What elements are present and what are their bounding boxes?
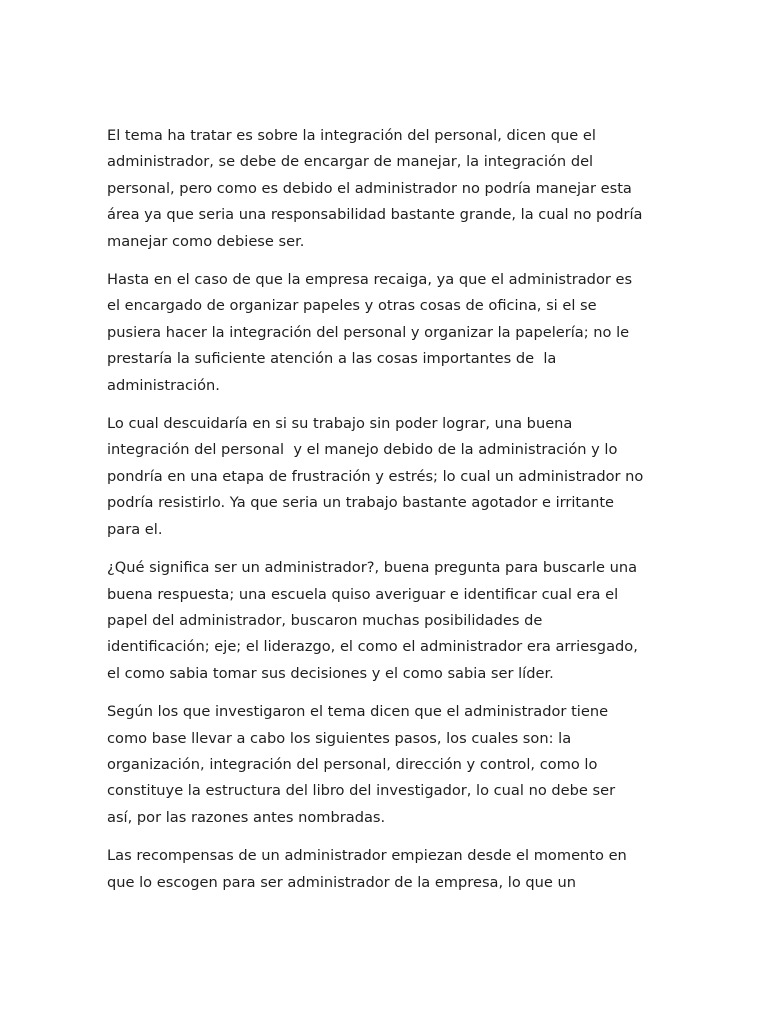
text-line: podría resistirlo. Ya que seria un trabajo bastante agotador e irritante bbox=[107, 494, 615, 512]
text-line: el encargado de organizar papeles y otras cosas de oficina, si el se bbox=[107, 297, 597, 315]
document-body bbox=[107, 123, 669, 908]
text-line: pondría en una etapa de frustración y estrés; lo cual un administrador no bbox=[107, 467, 644, 485]
paragraph-4 bbox=[107, 555, 669, 687]
text-line: organización, integración del personal, dirección y control, como lo bbox=[107, 755, 598, 773]
text-line: administración. bbox=[107, 376, 220, 394]
text-line: como base llevar a cabo los siguientes pasos, los cuales son: la bbox=[107, 729, 572, 747]
text-line: administrador, se debe de encargar de manejar, la integración del bbox=[107, 153, 594, 171]
paragraph-3 bbox=[107, 411, 669, 543]
text-line: buena respuesta; una escuela quiso averiguar e identificar cual era el bbox=[107, 585, 619, 603]
text-line: para el. bbox=[107, 520, 163, 538]
text-line: pusiera hacer la integración del personal y organizar la papelería; no le bbox=[107, 323, 630, 341]
text-line: Lo cual descuidaría en si su trabajo sin poder lograr, una buena bbox=[107, 415, 573, 433]
text-line: prestaría la suficiente atención a las cosas importantes de la bbox=[107, 350, 557, 368]
paragraph-2 bbox=[107, 267, 669, 399]
text-line: personal, pero como es debido el administrador no podría manejar esta bbox=[107, 179, 632, 197]
text-line: el como sabia tomar sus decisiones y el como sabia ser líder. bbox=[107, 664, 554, 682]
paragraph-1 bbox=[107, 123, 669, 255]
text-line: ¿Qué significa ser un administrador?, buena pregunta para buscarle una bbox=[107, 559, 638, 577]
text-line: papel del administrador, buscaron muchas posibilidades de bbox=[107, 611, 543, 629]
text-line: Según los que investigaron el tema dicen que el administrador tiene bbox=[107, 703, 609, 721]
text-line: manejar como debiese ser. bbox=[107, 232, 305, 250]
text-line: área ya que seria una responsabilidad bastante grande, la cual no podría bbox=[107, 206, 643, 224]
text-line: identificación; eje; el liderazgo, el como el administrador era arriesgado, bbox=[107, 638, 638, 656]
text-line: que lo escogen para ser administrador de la empresa, lo que un bbox=[107, 873, 577, 891]
text-line: constituye la estructura del libro del investigador, lo cual no debe ser bbox=[107, 782, 616, 800]
paragraph-6 bbox=[107, 843, 669, 896]
text-line: El tema ha tratar es sobre la integración del personal, dicen que el bbox=[107, 127, 596, 144]
text-line: Hasta en el caso de que la empresa recaiga, ya que el administrador es bbox=[107, 271, 633, 289]
text-line: integración del personal y el manejo debido de la administración y lo bbox=[107, 441, 618, 459]
text-line: así, por las razones antes nombradas. bbox=[107, 808, 386, 826]
text-line: Las recompensas de un administrador empiezan desde el momento en bbox=[107, 847, 627, 865]
paragraph-5 bbox=[107, 699, 669, 831]
